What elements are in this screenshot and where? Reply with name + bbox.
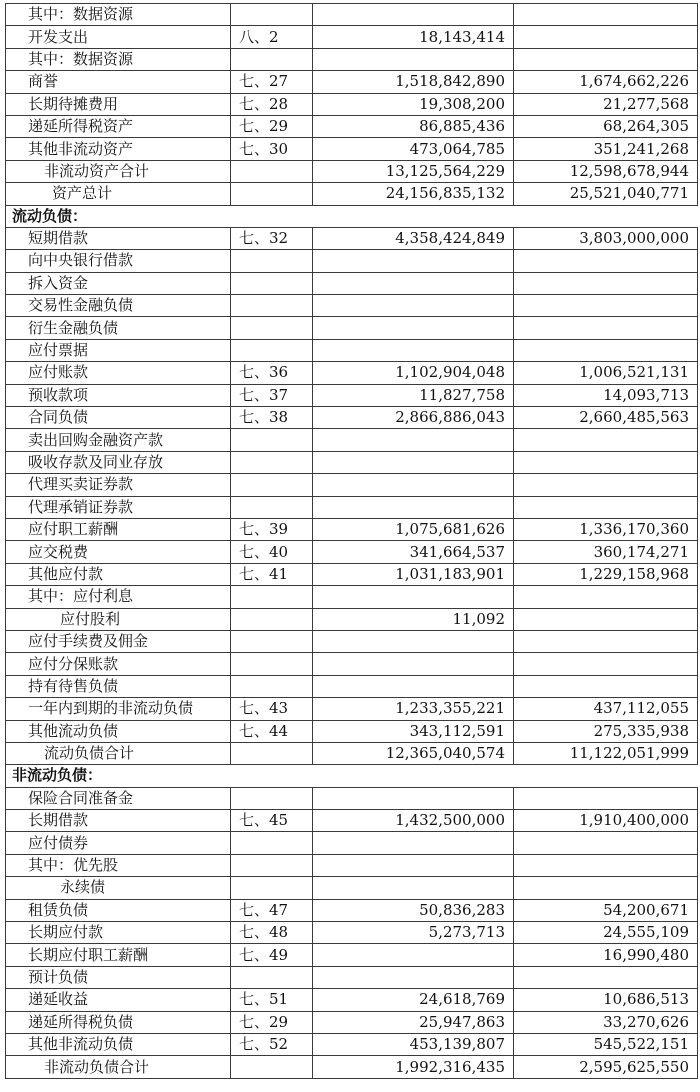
current-period-value: 2,866,886,043: [313, 407, 514, 429]
line-item-name: 应付手续费及佣金: [6, 630, 231, 652]
note-reference: [231, 48, 313, 70]
current-period-value: 5,273,713: [313, 922, 514, 944]
line-item-name: 应付债券: [6, 832, 231, 854]
line-item-name: 向中央银行借款: [6, 250, 231, 272]
prior-period-value: [514, 608, 698, 630]
prior-period-value: [514, 675, 698, 697]
line-item-name: 其中：优先股: [6, 854, 231, 876]
prior-period-value: [514, 48, 698, 70]
note-reference: [231, 832, 313, 854]
line-item-name: 拆入资金: [6, 272, 231, 294]
current-period-value: [313, 787, 514, 809]
table-row: [6, 272, 698, 294]
table-row: [6, 720, 698, 742]
table-row: [6, 586, 698, 608]
current-period-value: [313, 765, 514, 787]
note-reference: 七、48: [231, 922, 313, 944]
line-item-name: 应付股利: [6, 608, 231, 630]
current-period-value: 343,112,591: [313, 720, 514, 742]
line-item-name: 应付分保账款: [6, 653, 231, 675]
current-period-value: [313, 451, 514, 473]
line-item-name: 应付账款: [6, 362, 231, 384]
note-reference: [231, 4, 313, 26]
table-row: [6, 115, 698, 137]
table-row: [6, 496, 698, 518]
table-row: [6, 138, 698, 160]
prior-period-value: 3,803,000,000: [514, 227, 698, 249]
table-row: [6, 630, 698, 652]
table-row: [6, 877, 698, 899]
prior-period-value: 21,277,568: [514, 93, 698, 115]
table-row: [6, 810, 698, 832]
note-reference: [231, 586, 313, 608]
line-item-name: 资产总计: [6, 183, 231, 205]
line-item-name: 预计负债: [6, 966, 231, 988]
current-period-value: [313, 832, 514, 854]
prior-period-value: [514, 295, 698, 317]
current-period-value: 25,947,863: [313, 1011, 514, 1033]
line-item-name: 长期借款: [6, 810, 231, 832]
note-reference: [231, 877, 313, 899]
prior-period-value: 68,264,305: [514, 115, 698, 137]
current-period-value: 473,064,785: [313, 138, 514, 160]
note-reference: 八、2: [231, 26, 313, 48]
table-row: [6, 71, 698, 93]
line-item-name: 保险合同准备金: [6, 787, 231, 809]
table-row: [6, 518, 698, 540]
prior-period-value: 54,200,671: [514, 899, 698, 921]
prior-period-value: [514, 26, 698, 48]
table-row: [6, 93, 698, 115]
table-row: [6, 742, 698, 764]
prior-period-value: [514, 653, 698, 675]
prior-period-value: 11,122,051,999: [514, 742, 698, 764]
prior-period-value: [514, 451, 698, 473]
table-row: [6, 787, 698, 809]
table-row: [6, 250, 698, 272]
table-row: [6, 160, 698, 182]
line-item-name: 应付职工薪酬: [6, 518, 231, 540]
balance-sheet-table: [5, 3, 698, 1079]
current-period-value: 18,143,414: [313, 26, 514, 48]
prior-period-value: 545,522,151: [514, 1033, 698, 1055]
prior-period-value: 351,241,268: [514, 138, 698, 160]
line-item-name: 递延收益: [6, 989, 231, 1011]
table-row: [6, 832, 698, 854]
note-reference: [231, 787, 313, 809]
table-row: [6, 653, 698, 675]
line-item-name: 其他流动负债: [6, 720, 231, 742]
note-reference: [231, 429, 313, 451]
line-item-name: 其中：应付利息: [6, 586, 231, 608]
table-row: [6, 295, 698, 317]
note-reference: 七、30: [231, 138, 313, 160]
note-reference: [231, 250, 313, 272]
line-item-name: 预收款项: [6, 384, 231, 406]
current-period-value: [313, 630, 514, 652]
prior-period-value: [514, 787, 698, 809]
prior-period-value: 33,270,626: [514, 1011, 698, 1033]
prior-period-value: 16,990,480: [514, 944, 698, 966]
table-row: [6, 989, 698, 1011]
prior-period-value: 437,112,055: [514, 698, 698, 720]
current-period-value: 4,358,424,849: [313, 227, 514, 249]
current-period-value: [313, 586, 514, 608]
table-row: [6, 451, 698, 473]
table-row: [6, 227, 698, 249]
section-header-row: [6, 765, 698, 787]
prior-period-value: 2,595,625,550: [514, 1056, 698, 1078]
table-row: [6, 922, 698, 944]
table-row: [6, 1056, 698, 1078]
line-item-name: 租赁负债: [6, 899, 231, 921]
current-period-value: [313, 339, 514, 361]
prior-period-value: 1,006,521,131: [514, 362, 698, 384]
table-row: [6, 384, 698, 406]
table-row: [6, 407, 698, 429]
prior-period-value: 1,674,662,226: [514, 71, 698, 93]
note-reference: 七、45: [231, 810, 313, 832]
note-reference: 七、38: [231, 407, 313, 429]
note-reference: 七、37: [231, 384, 313, 406]
line-item-name: 商誉: [6, 71, 231, 93]
line-item-name: 其中：数据资源: [6, 4, 231, 26]
note-reference: 七、44: [231, 720, 313, 742]
current-period-value: [313, 4, 514, 26]
note-reference: [231, 451, 313, 473]
current-period-value: 341,664,537: [313, 541, 514, 563]
line-item-name: 卖出回购金融资产款: [6, 429, 231, 451]
current-period-value: 24,156,835,132: [313, 183, 514, 205]
table-row: [6, 966, 698, 988]
note-reference: [231, 966, 313, 988]
current-period-value: [313, 854, 514, 876]
table-row: [6, 183, 698, 205]
line-item-name: 其他应付款: [6, 563, 231, 585]
prior-period-value: 12,598,678,944: [514, 160, 698, 182]
line-item-name: 非流动负债合计: [6, 1056, 231, 1078]
section-header-row: [6, 205, 698, 227]
prior-period-value: [514, 317, 698, 339]
note-reference: [231, 742, 313, 764]
table-row: [6, 541, 698, 563]
line-item-name: 非流动负债：: [6, 765, 231, 787]
line-item-name: 其他非流动资产: [6, 138, 231, 160]
current-period-value: [313, 474, 514, 496]
prior-period-value: 14,093,713: [514, 384, 698, 406]
current-period-value: 1,518,842,890: [313, 71, 514, 93]
table-row: [6, 362, 698, 384]
current-period-value: 1,992,316,435: [313, 1056, 514, 1078]
prior-period-value: [514, 474, 698, 496]
prior-period-value: [514, 429, 698, 451]
note-reference: [231, 1056, 313, 1078]
current-period-value: 12,365,040,574: [313, 742, 514, 764]
table-row: [6, 563, 698, 585]
note-reference: 七、43: [231, 698, 313, 720]
note-reference: [231, 496, 313, 518]
current-period-value: 1,102,904,048: [313, 362, 514, 384]
note-reference: 七、29: [231, 1011, 313, 1033]
line-item-name: 递延所得税负债: [6, 1011, 231, 1033]
prior-period-value: 10,686,513: [514, 989, 698, 1011]
table-row: [6, 854, 698, 876]
table-row: [6, 608, 698, 630]
prior-period-value: 360,174,271: [514, 541, 698, 563]
note-reference: [231, 183, 313, 205]
note-reference: 七、29: [231, 115, 313, 137]
note-reference: [231, 205, 313, 227]
line-item-name: 衍生金融负债: [6, 317, 231, 339]
note-reference: [231, 608, 313, 630]
line-item-name: 应交税费: [6, 541, 231, 563]
table-row: [6, 698, 698, 720]
prior-period-value: [514, 630, 698, 652]
current-period-value: 1,432,500,000: [313, 810, 514, 832]
current-period-value: 453,139,807: [313, 1033, 514, 1055]
current-period-value: 19,308,200: [313, 93, 514, 115]
note-reference: [231, 675, 313, 697]
current-period-value: [313, 966, 514, 988]
line-item-name: 其他非流动负债: [6, 1033, 231, 1055]
prior-period-value: [514, 339, 698, 361]
current-period-value: 11,827,758: [313, 384, 514, 406]
note-reference: [231, 630, 313, 652]
prior-period-value: [514, 854, 698, 876]
current-period-value: [313, 272, 514, 294]
note-reference: 七、27: [231, 71, 313, 93]
note-reference: [231, 160, 313, 182]
current-period-value: [313, 295, 514, 317]
current-period-value: [313, 317, 514, 339]
line-item-name: 流动负债合计: [6, 742, 231, 764]
note-reference: [231, 474, 313, 496]
note-reference: 七、41: [231, 563, 313, 585]
prior-period-value: 1,336,170,360: [514, 518, 698, 540]
table-row: [6, 4, 698, 26]
current-period-value: 86,885,436: [313, 115, 514, 137]
current-period-value: 50,836,283: [313, 899, 514, 921]
line-item-name: 吸收存款及同业存放: [6, 451, 231, 473]
current-period-value: [313, 944, 514, 966]
line-item-name: 非流动资产合计: [6, 160, 231, 182]
note-reference: 七、51: [231, 989, 313, 1011]
prior-period-value: [514, 4, 698, 26]
note-reference: [231, 272, 313, 294]
note-reference: 七、49: [231, 944, 313, 966]
line-item-name: 流动负债：: [6, 205, 231, 227]
note-reference: [231, 317, 313, 339]
line-item-name: 长期待摊费用: [6, 93, 231, 115]
table-row: [6, 26, 698, 48]
table-row: [6, 48, 698, 70]
prior-period-value: [514, 205, 698, 227]
table-row: [6, 1033, 698, 1055]
line-item-name: 短期借款: [6, 227, 231, 249]
current-period-value: 24,618,769: [313, 989, 514, 1011]
table-row: [6, 944, 698, 966]
note-reference: 七、40: [231, 541, 313, 563]
table-row: [6, 899, 698, 921]
current-period-value: 1,075,681,626: [313, 518, 514, 540]
note-reference: 七、32: [231, 227, 313, 249]
table-row: [6, 339, 698, 361]
table-row: [6, 1011, 698, 1033]
prior-period-value: 1,229,158,968: [514, 563, 698, 585]
line-item-name: 长期应付职工薪酬: [6, 944, 231, 966]
current-period-value: [313, 653, 514, 675]
current-period-value: [313, 250, 514, 272]
note-reference: [231, 653, 313, 675]
table-row: [6, 429, 698, 451]
prior-period-value: 25,521,040,771: [514, 183, 698, 205]
table-row: [6, 317, 698, 339]
line-item-name: 递延所得税资产: [6, 115, 231, 137]
note-reference: 七、36: [231, 362, 313, 384]
current-period-value: [313, 496, 514, 518]
current-period-value: [313, 48, 514, 70]
line-item-name: 应付票据: [6, 339, 231, 361]
current-period-value: [313, 205, 514, 227]
prior-period-value: [514, 586, 698, 608]
note-reference: 七、28: [231, 93, 313, 115]
prior-period-value: [514, 496, 698, 518]
current-period-value: 13,125,564,229: [313, 160, 514, 182]
line-item-name: 一年内到期的非流动负债: [6, 698, 231, 720]
note-reference: 七、52: [231, 1033, 313, 1055]
note-reference: [231, 339, 313, 361]
prior-period-value: 24,555,109: [514, 922, 698, 944]
prior-period-value: [514, 832, 698, 854]
line-item-name: 长期应付款: [6, 922, 231, 944]
note-reference: [231, 854, 313, 876]
line-item-name: 其中：数据资源: [6, 48, 231, 70]
current-period-value: [313, 877, 514, 899]
note-reference: 七、47: [231, 899, 313, 921]
prior-period-value: [514, 966, 698, 988]
table-row: [6, 474, 698, 496]
line-item-name: 永续债: [6, 877, 231, 899]
current-period-value: 1,031,183,901: [313, 563, 514, 585]
table-row: [6, 675, 698, 697]
line-item-name: 交易性金融负债: [6, 295, 231, 317]
line-item-name: 开发支出: [6, 26, 231, 48]
prior-period-value: 2,660,485,563: [514, 407, 698, 429]
note-reference: 七、39: [231, 518, 313, 540]
current-period-value: 11,092: [313, 608, 514, 630]
note-reference: [231, 295, 313, 317]
current-period-value: [313, 675, 514, 697]
prior-period-value: 275,335,938: [514, 720, 698, 742]
current-period-value: [313, 429, 514, 451]
note-reference: [231, 765, 313, 787]
current-period-value: 1,233,355,221: [313, 698, 514, 720]
prior-period-value: 1,910,400,000: [514, 810, 698, 832]
prior-period-value: [514, 272, 698, 294]
prior-period-value: [514, 765, 698, 787]
line-item-name: 代理买卖证券款: [6, 474, 231, 496]
line-item-name: 代理承销证券款: [6, 496, 231, 518]
prior-period-value: [514, 877, 698, 899]
prior-period-value: [514, 250, 698, 272]
line-item-name: 合同负债: [6, 407, 231, 429]
balance-sheet-body: [6, 4, 698, 1079]
line-item-name: 持有待售负债: [6, 675, 231, 697]
